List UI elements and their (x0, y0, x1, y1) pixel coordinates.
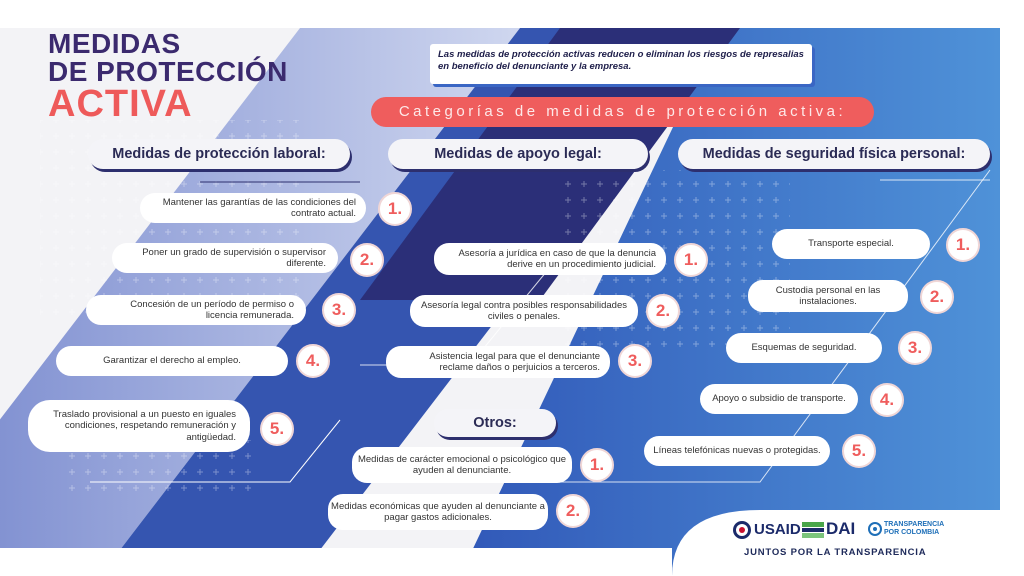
fisica-item-3: Esquemas de seguridad. (726, 333, 882, 363)
laboral-item-2: Poner un grado de supervisión o supervisor diferente. (112, 243, 338, 273)
otros-num-2: 2. (556, 494, 590, 528)
heading-legal: Medidas de apoyo legal: (388, 139, 648, 169)
otros-item-2: Medidas económicas que ayuden al denunciante a pagar gastos adicionales. (328, 494, 548, 530)
otros-num-1: 1. (580, 448, 614, 482)
legal-num-1: 1. (674, 243, 708, 277)
dai-logo-mark (802, 522, 824, 543)
footer-tagline: JUNTOS POR LA TRANSPARENCIA (744, 547, 927, 558)
page-title-line1: MEDIDAS (48, 28, 181, 59)
legal-num-2: 2. (646, 294, 680, 328)
fisica-num-5: 5. (842, 434, 876, 468)
usaid-seal-icon (732, 520, 752, 540)
laboral-item-5: Traslado provisional a un puesto en iguales condiciones, respetando remuneración y antigüedad. (28, 400, 250, 452)
laboral-num-2: 2. (350, 243, 384, 277)
dai-logo-text: DAI (826, 519, 856, 538)
laboral-item-4: Garantizar el derecho al empleo. (56, 346, 288, 376)
fisica-num-4: 4. (870, 383, 904, 417)
transparencia-logo-icon (868, 522, 882, 541)
laboral-item-1: Mantener las garantías de las condiciones del contrato actual. (140, 193, 366, 223)
fisica-item-1: Transporte especial. (772, 229, 930, 259)
legal-item-3: Asistencia legal para que el denunciante reclame daños o perjuicios a terceros. (386, 346, 610, 378)
transparencia-logo-line1: TRANSPARENCIA (884, 521, 945, 528)
legal-item-2: Asesoría legal contra posibles responsabilidades civiles o penales. (410, 295, 638, 327)
fisica-item-4: Apoyo o subsidio de transporte. (700, 384, 858, 414)
legal-item-1: Asesoría a jurídica en caso de que la denuncia derive en un procedimiento judicial. (434, 243, 666, 275)
categories-banner: Categorías de medidas de protección activa: (371, 97, 874, 127)
usaid-logo-text: USAID (754, 521, 801, 538)
page-title-line3: ACTIVA (48, 83, 193, 125)
fisica-num-2: 2. (920, 280, 954, 314)
fisica-item-5: Líneas telefónicas nuevas o protegidas. (644, 436, 830, 466)
laboral-num-1: 1. (378, 192, 412, 226)
laboral-num-4: 4. (296, 344, 330, 378)
laboral-num-5: 5. (260, 412, 294, 446)
intro-box: Las medidas de protección activas reducen o eliminan los riesgos de represalias en beneficio del denunciante y la empresa. (430, 44, 812, 84)
heading-fisica: Medidas de seguridad física personal: (678, 139, 990, 169)
laboral-item-3: Concesión de un período de permiso o licencia remunerada. (86, 295, 306, 325)
heading-laboral: Medidas de protección laboral: (88, 139, 350, 169)
laboral-num-3: 3. (322, 293, 356, 327)
fisica-num-3: 3. (898, 331, 932, 365)
heading-otros: Otros: (434, 409, 556, 437)
transparencia-logo-line2: POR COLOMBIA (884, 529, 940, 536)
fisica-num-1: 1. (946, 228, 980, 262)
page-title-line2: DE PROTECCIÓN (48, 56, 288, 87)
fisica-item-2: Custodia personal en las instalaciones. (748, 280, 908, 312)
otros-item-1: Medidas de carácter emocional o psicológico que ayuden al denunciante. (352, 447, 572, 483)
usaid-logo (732, 520, 752, 545)
legal-num-3: 3. (618, 344, 652, 378)
